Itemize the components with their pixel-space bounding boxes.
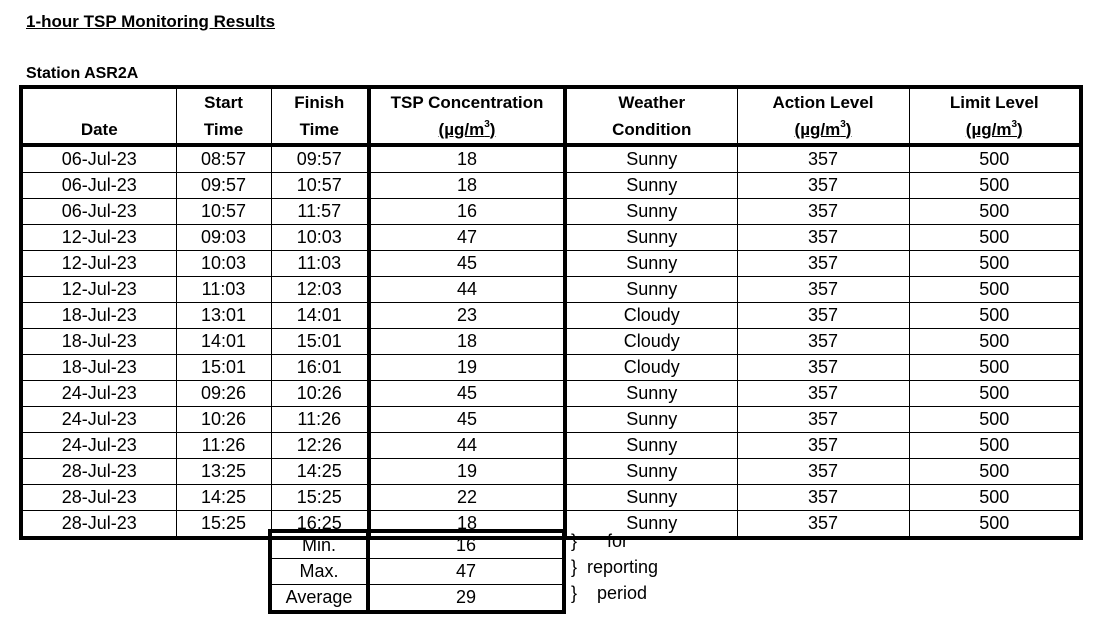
cell-action-level: 357 [737, 433, 909, 459]
summary-note-line: } period [571, 583, 648, 603]
cell-finish-time: 12:26 [271, 433, 369, 459]
cell-start-time: 09:03 [176, 225, 271, 251]
cell-weather-condition: Sunny [565, 459, 737, 485]
cell-finish-time: 14:25 [271, 459, 369, 485]
cell-tsp-concentration: 16 [369, 199, 565, 225]
cell-finish-time: 15:25 [271, 485, 369, 511]
cell-date: 06-Jul-23 [21, 199, 176, 225]
cell-action-level: 357 [737, 485, 909, 511]
cell-tsp-concentration: 45 [369, 251, 565, 277]
cell-date: 12-Jul-23 [21, 225, 176, 251]
cell-finish-time: 12:03 [271, 277, 369, 303]
cell-start-time: 13:01 [176, 303, 271, 329]
cell-tsp-concentration: 22 [369, 485, 565, 511]
cell-date: 24-Jul-23 [21, 381, 176, 407]
cell-weather-condition: Sunny [565, 381, 737, 407]
cell-limit-level: 500 [909, 511, 1081, 539]
cell-tsp-concentration: 19 [369, 459, 565, 485]
cell-start-time: 14:25 [176, 485, 271, 511]
header-tsp-concentration: TSP Concentration $(\mu g/m^3)$ [369, 87, 565, 145]
cell-finish-time: 14:01 [271, 303, 369, 329]
cell-tsp-concentration: 18 [369, 329, 565, 355]
cell-start-time: 13:25 [176, 459, 271, 485]
cell-action-level: 357 [737, 303, 909, 329]
cell-weather-condition: Sunny [565, 511, 737, 539]
cell-finish-time: 11:03 [271, 251, 369, 277]
cell-finish-time: 09:57 [271, 145, 369, 173]
cell-finish-time: 10:03 [271, 225, 369, 251]
cell-start-time: 09:57 [176, 173, 271, 199]
header-limit-level: Limit Level $(\mu g/m^3)$ [909, 87, 1081, 145]
cell-start-time: 15:01 [176, 355, 271, 381]
cell-date: 24-Jul-23 [21, 407, 176, 433]
cell-date: 12-Jul-23 [21, 277, 176, 303]
summary-label: Average [270, 585, 368, 613]
cell-tsp-concentration: 18 [369, 173, 565, 199]
cell-weather-condition: Sunny [565, 277, 737, 303]
cell-start-time: 15:25 [176, 511, 271, 539]
cell-finish-time: 10:26 [271, 381, 369, 407]
cell-action-level: 357 [737, 511, 909, 539]
table-row [21, 485, 1081, 511]
cell-date: 12-Jul-23 [21, 251, 176, 277]
table-row [21, 277, 1081, 303]
table-row [21, 303, 1081, 329]
cell-weather-condition: Sunny [565, 251, 737, 277]
page-title: 1-hour TSP Monitoring Results [26, 12, 276, 31]
table-row [21, 459, 1081, 485]
cell-start-time: 14:01 [176, 329, 271, 355]
cell-weather-condition: Sunny [565, 485, 737, 511]
cell-start-time: 08:57 [176, 145, 271, 173]
summary-label: Max. [270, 559, 368, 585]
cell-weather-condition: Sunny [565, 199, 737, 225]
cell-finish-time: 16:25 [271, 511, 369, 539]
summary-row-average [270, 585, 564, 613]
cell-finish-time: 16:01 [271, 355, 369, 381]
cell-limit-level: 500 [909, 225, 1081, 251]
cell-date: 28-Jul-23 [21, 511, 176, 539]
cell-weather-condition: Cloudy [565, 303, 737, 329]
cell-start-time: 11:03 [176, 277, 271, 303]
cell-action-level: 357 [737, 277, 909, 303]
cell-weather-condition: Sunny [565, 225, 737, 251]
cell-date: 18-Jul-23 [21, 329, 176, 355]
cell-action-level: 357 [737, 145, 909, 173]
cell-date: 28-Jul-23 [21, 459, 176, 485]
cell-weather-condition: Sunny [565, 407, 737, 433]
table-row [21, 433, 1081, 459]
cell-start-time: 10:26 [176, 407, 271, 433]
cell-tsp-concentration: 44 [369, 433, 565, 459]
cell-tsp-concentration: 45 [369, 381, 565, 407]
table-row [21, 199, 1081, 225]
cell-start-time: 10:57 [176, 199, 271, 225]
summary-row-max [270, 559, 564, 585]
table-row [21, 381, 1081, 407]
cell-limit-level: 500 [909, 433, 1081, 459]
header-start-time: Start Time [176, 87, 271, 145]
cell-action-level: 357 [737, 407, 909, 433]
cell-limit-level: 500 [909, 303, 1081, 329]
table-row [21, 145, 1081, 173]
cell-action-level: 357 [737, 225, 909, 251]
cell-date: 06-Jul-23 [21, 145, 176, 173]
table-row [21, 355, 1081, 381]
cell-limit-level: 500 [909, 459, 1081, 485]
cell-tsp-concentration: 45 [369, 407, 565, 433]
summary-value: 16 [368, 531, 564, 559]
table-row [21, 407, 1081, 433]
summary-note-line: } for [571, 531, 629, 551]
cell-action-level: 357 [737, 251, 909, 277]
cell-limit-level: 500 [909, 381, 1081, 407]
cell-weather-condition: Sunny [565, 145, 737, 173]
header-weather-condition: Weather Condition [565, 87, 737, 145]
tsp-results-table [19, 85, 1083, 540]
cell-tsp-concentration: 23 [369, 303, 565, 329]
cell-start-time: 11:26 [176, 433, 271, 459]
cell-limit-level: 500 [909, 199, 1081, 225]
station-label: Station ASR2A [26, 65, 139, 82]
table-row [21, 329, 1081, 355]
cell-tsp-concentration: 47 [369, 225, 565, 251]
table-row [21, 251, 1081, 277]
cell-start-time: 10:03 [176, 251, 271, 277]
header-date: Date [21, 87, 176, 145]
cell-action-level: 357 [737, 173, 909, 199]
cell-limit-level: 500 [909, 173, 1081, 199]
cell-tsp-concentration: 44 [369, 277, 565, 303]
cell-weather-condition: Cloudy [565, 355, 737, 381]
header-row [21, 87, 1081, 145]
cell-finish-time: 10:57 [271, 173, 369, 199]
cell-action-level: 357 [737, 355, 909, 381]
header-finish-time: Finish Time [271, 87, 369, 145]
cell-limit-level: 500 [909, 277, 1081, 303]
cell-limit-level: 500 [909, 145, 1081, 173]
cell-tsp-concentration: 19 [369, 355, 565, 381]
cell-action-level: 357 [737, 381, 909, 407]
table-row [21, 173, 1081, 199]
cell-action-level: 357 [737, 199, 909, 225]
header-action-level: Action Level $(\mu g/m^3)$ [737, 87, 909, 145]
cell-date: 06-Jul-23 [21, 173, 176, 199]
cell-action-level: 357 [737, 329, 909, 355]
cell-limit-level: 500 [909, 251, 1081, 277]
cell-finish-time: 11:57 [271, 199, 369, 225]
cell-start-time: 09:26 [176, 381, 271, 407]
summary-label: Min. [270, 531, 368, 559]
cell-tsp-concentration: 18 [369, 145, 565, 173]
cell-date: 28-Jul-23 [21, 485, 176, 511]
cell-date: 18-Jul-23 [21, 355, 176, 381]
cell-finish-time: 11:26 [271, 407, 369, 433]
cell-weather-condition: Sunny [565, 173, 737, 199]
cell-tsp-concentration: 18 [369, 511, 565, 539]
cell-finish-time: 15:01 [271, 329, 369, 355]
summary-table [268, 529, 566, 614]
summary-value: 29 [368, 585, 564, 613]
cell-limit-level: 500 [909, 407, 1081, 433]
cell-weather-condition: Cloudy [565, 329, 737, 355]
cell-limit-level: 500 [909, 355, 1081, 381]
cell-limit-level: 500 [909, 329, 1081, 355]
cell-action-level: 357 [737, 459, 909, 485]
cell-date: 24-Jul-23 [21, 433, 176, 459]
summary-row-min [270, 531, 564, 559]
summary-value: 47 [368, 559, 564, 585]
cell-date: 18-Jul-23 [21, 303, 176, 329]
cell-weather-condition: Sunny [565, 433, 737, 459]
table-row [21, 225, 1081, 251]
summary-note-line: } reporting [571, 557, 659, 577]
cell-limit-level: 500 [909, 485, 1081, 511]
